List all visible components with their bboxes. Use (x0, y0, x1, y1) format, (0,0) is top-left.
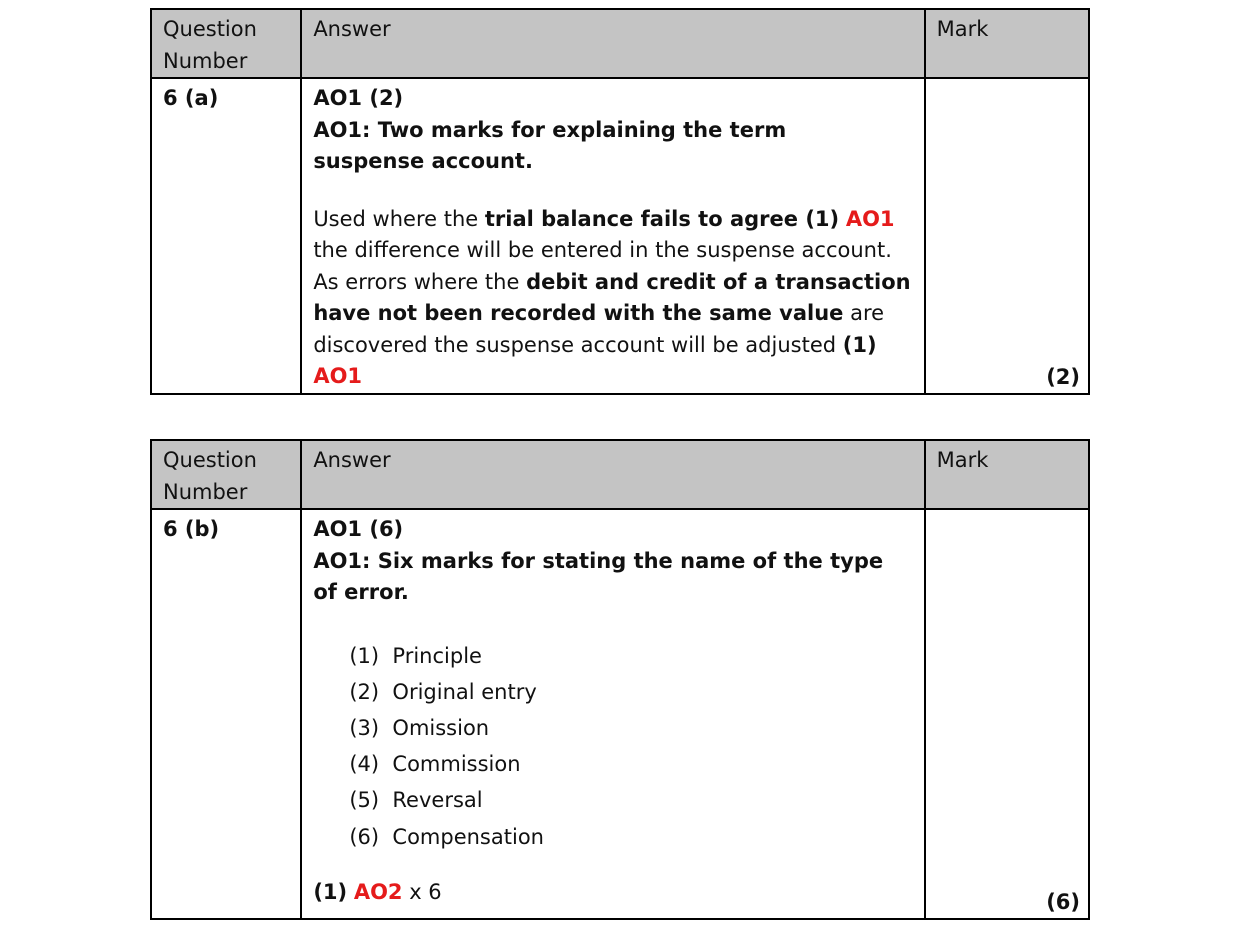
instruction: AO1: Six marks for stating the name of the type of error. (313, 548, 884, 604)
list-item: (4) Commission (349, 752, 521, 777)
mark-scheme-table-6b (150, 439, 1090, 920)
answer-paragraph: Used where the trial balance fails to agree (1) AO1 the difference will be entered in the suspense account. As errors where the debit and credit of a transaction have not been recorded with the same value are discovered the suspense account will be adjusted (1) AO1 (313, 206, 911, 388)
mark-cell (925, 78, 1089, 394)
header-row (151, 440, 1089, 509)
header-answer: Answer (301, 440, 924, 509)
header-mark: Mark (925, 9, 1089, 78)
instruction: AO1: Two marks for explaining the term suspense account. (313, 117, 787, 173)
header-mark: Mark (925, 440, 1089, 509)
error-type-list (349, 638, 913, 855)
ao-line: AO1 (6) (313, 517, 404, 541)
list-item: (5) Reversal (349, 788, 483, 813)
mark-value: (2) (1046, 365, 1080, 389)
ao-line: AO1 (2) (313, 86, 404, 110)
header-row (151, 9, 1089, 78)
answer-cell (301, 78, 924, 394)
question-number-cell: 6 (b) (151, 509, 301, 919)
mark-value: (6) (1046, 890, 1080, 914)
list-item: (3) Omission (349, 715, 490, 740)
list-item: (1) Principle (349, 643, 482, 668)
answer-row (151, 509, 1089, 919)
mark-scheme-table-6a (150, 8, 1090, 395)
header-question-number: Question Number (151, 440, 301, 509)
mark-cell (925, 509, 1089, 919)
header-answer: Answer (301, 9, 924, 78)
question-number-cell: 6 (a) (151, 78, 301, 394)
list-item: (2) Original entry (349, 679, 537, 704)
answer-row (151, 78, 1089, 394)
marks-footer: (1) AO2 x 6 (313, 879, 442, 904)
header-question-number: Question Number (151, 9, 301, 78)
list-item: (6) Compensation (349, 824, 544, 849)
answer-cell (301, 509, 924, 919)
